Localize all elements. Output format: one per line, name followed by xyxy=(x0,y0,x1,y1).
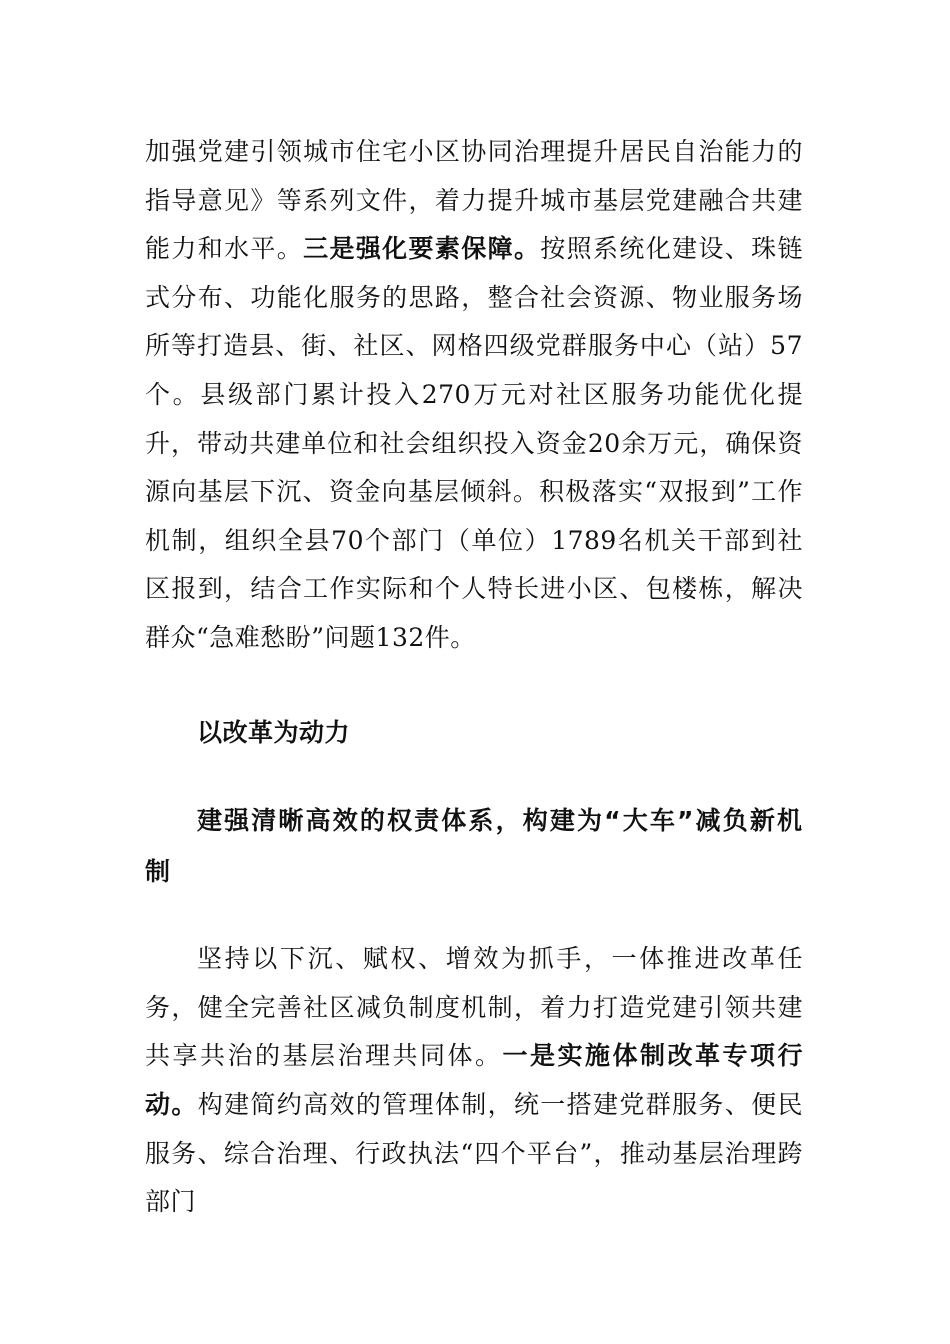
section-heading: 以改革为动力 xyxy=(197,717,351,747)
document-page xyxy=(145,128,803,1227)
paragraph-2-bold-lead: 一是实施体制改革专项行动。 xyxy=(145,1041,803,1119)
paragraph-2-text-a: 坚持以下沉、赋权、增效为抓手，一体推进改革任务，健全完善社区减负制度机制，着力打造党建引领共建共享共治的基层治理共同体。 xyxy=(145,944,803,1071)
paragraph-1-bold-lead: 三是强化要素保障。 xyxy=(303,234,541,264)
paragraph-1-text-b: 按照系统化建设、珠链式分布、功能化服务的思路，整合社会资源、物业服务场所等打造县、街、社区、网格四级党群服务中心（站）57个。县级部门累计投入270万元对社区服务功能优化提升，带动共建单位和社会组织投入资金20余万元，确保资源向基层下沉、资金向基层倾斜。积极落实“双报到”工作机制，组织全县70个部门（单位）1789名机关干部到社区报到，结合工作实际和个人特长进小区、包楼栋，解决群众“急难愁盼”问题132件。 xyxy=(145,234,803,652)
body-paragraph-2 xyxy=(145,935,803,1227)
subsection-heading: 建强清晰高效的权责体系，构建为“大车”减负新机制 xyxy=(145,806,803,887)
body-paragraph-1 xyxy=(145,128,803,663)
paragraph-2-text-b: 构建简约高效的管理体制，统一搭建党群服务、便民服务、综合治理、行政执法“四个平台”，推动基层治理跨部门 xyxy=(145,1089,803,1217)
paragraph-1-text-a: 加强党建引领城市住宅小区协同治理提升居民自治能力的指导意见》等系列文件，着力提升城市基层党建融合共建能力和水平。 xyxy=(145,137,803,264)
